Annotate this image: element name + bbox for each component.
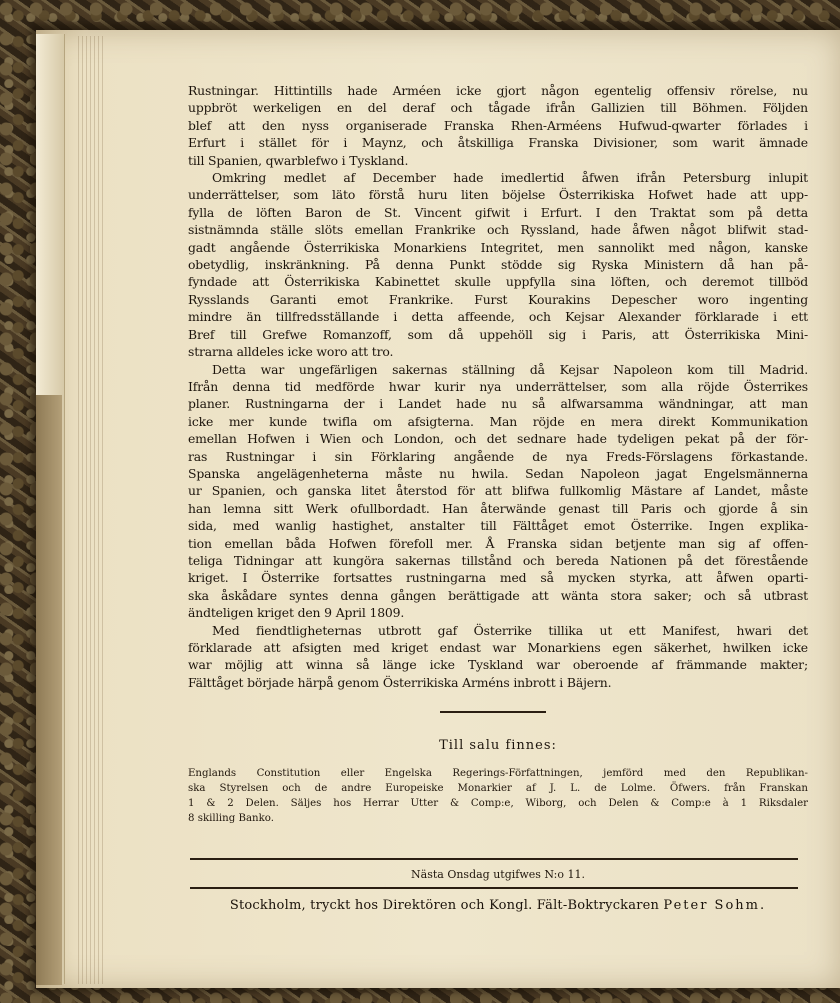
text-line: strarna alldeles icke woro att tro. (188, 344, 394, 360)
advertisement-heading: Till salu finnes: (439, 738, 557, 753)
text-line: Detta war ungefärligen sakernas ställning då Kejsar Napoleon kom till Madrid. (212, 361, 808, 377)
article-body (188, 82, 808, 691)
text-line: blef att den nyss organiserade Franska Rhen-Arméens Hufwud-qwarter förlades i (188, 117, 808, 133)
text-line: icke mer kunde twifla om afsigterna. Man röjde en mera direkt Kommunikation (188, 413, 808, 429)
notice-rule-top (190, 858, 798, 860)
text-line: mindre än tillfredsställande i detta affeende, och Kejsar Alexander förklarade i ett (188, 309, 808, 325)
paragraph (188, 169, 808, 360)
text-line: tion emellan båda Hofwen förefoll mer. Å Franska sidan betjente man sig af offen- (188, 535, 808, 551)
section-divider (440, 711, 546, 713)
text-line: fyndade att Österrikiska Kabinettet skulle uppfylla sina löften, och deremot tillböd (188, 274, 808, 290)
printer-name: Peter Sohm. (663, 898, 767, 913)
gutter-shadow (36, 395, 62, 985)
text-line: planer. Rustningarna der i Landet hade nu så alfwarsamma wändningar, att man (188, 396, 808, 412)
text-line: ur Spanien, och ganska litet återstod för att blifwa fullkomlig Mästare af Landet, måste (188, 483, 808, 499)
text-line: Spanska angelägenheterna måste nu hwila. Sedan Napoleon jagat Engelsmännerna (188, 465, 808, 481)
text-line: Ifrån denna tid medförde hwar kurir nya underrättelser, som alla röjde Österrikes (188, 378, 808, 394)
advertisement-line: Englands Constitution eller Engelska Regerings-Författningen, jemförd med den Republikan- (188, 768, 808, 779)
text-line: sistnämnda ställe slöts emellan Frankrike och Ryssland, hade åfwen något blifwit stad- (188, 222, 808, 238)
text-line: Rysslands Garanti emot Frankrike. Furst Kourakins Depescher woro ingenting (188, 291, 808, 307)
spine-stitching (78, 36, 106, 984)
paragraph (188, 622, 808, 692)
text-line: sida, med wanlig hastighet, anstalter till Fälttåget emot Österrike. Ingen explika- (188, 518, 808, 534)
text-line: teliga Tidningar att kungöra sakernas tillstånd och bereda Nationen på det förestående (188, 552, 808, 568)
text-line: fylla de löften Baron de St. Vincent gifwit i Erfurt. I den Traktat som på detta (188, 204, 808, 220)
paragraph (188, 361, 808, 622)
advertisement-line: ska Styrelsen och de andre Europeiske Monarkier af J. L. de Lolme. Öfwers. från Franskan (188, 783, 808, 794)
text-line: Omkring medlet af December hade imedlertid åfwen ifrån Petersburg inlupit (212, 170, 808, 186)
paragraph (188, 82, 808, 169)
text-line: till Spanien, qwarblefwo i Tyskland. (188, 152, 409, 168)
text-line: ska åskådare syntes denna gången berättigade att wänta stora saker; och så utbrast (188, 587, 808, 603)
printer-imprint (188, 898, 808, 913)
advertisement-line: 8 skilling Banko. (188, 813, 274, 824)
advertisement-body (188, 766, 808, 826)
text-line: Fälttåget började härpå genom Österrikiska Arméns inbrott i Bäjern. (188, 674, 612, 690)
text-line: emellan Hofwen i Wien och London, och det sednare hade tydeligen pekat på der för- (188, 431, 808, 447)
next-issue-notice: Nästa Onsdag utgifwes N:o 11. (411, 868, 585, 881)
text-line: kriget. I Österrike fortsattes rustningarna med så mycken styrka, att åfwen oparti- (188, 570, 808, 586)
text-line: ras Rustningar i sin Förklaring angående de nya Freds-Förslagens förkastande. (188, 448, 808, 464)
text-line: war möjlig att winna så länge icke Tyskland war oberoende af främmande makter; (188, 657, 808, 673)
text-line: han lemna sitt Werk ofullbordadt. Han återwände genast till Paris och gjorde å sin (188, 500, 808, 516)
text-line: Med fiendtligheternas utbrott gaf Österrike tillika ut ett Manifest, hwari det (212, 622, 808, 638)
text-line: obetydlig, inskränkning. På denna Punkt stödde sig Ryska Ministern då han på- (188, 257, 808, 273)
notice-rule-bottom (190, 887, 798, 889)
advertisement-line: 1 & 2 Delen. Säljes hos Herrar Utter & Comp:e, Wiborg, och Delen & Comp:e à 1 Riksdaler (188, 798, 808, 809)
text-line: förklarade att afsigten med kriget endast war Monarkiens egen säkerhet, hwilken icke (188, 640, 808, 655)
text-line: Rustningar. Hittintills hade Arméen icke gjort någon egentelig offensiv rörelse, nu (188, 83, 808, 98)
text-line: underrättelser, som läto förstå huru liten böjelse Österrikiska Hofwet hade att upp- (188, 187, 808, 203)
text-line: gadt angående Österrikiska Monarkiens Integritet, men sannolikt med någon, kanske (188, 239, 808, 255)
text-line: Bref till Grefwe Romanzoff, som då uppehöll sig i Paris, att Österrikiska Mini- (188, 326, 808, 342)
text-line: uppbröt werkeligen en del deraf och tågade ifrån Gallizien till Böhmen. Följden (188, 100, 808, 116)
imprint-text: Stockholm, tryckt hos Direktören och Kongl. Fält-Boktryckaren (229, 898, 660, 913)
text-line: Erfurt i stället för i Maynz, och åtskilliga Franska Divisioner, som warit ämnade (188, 135, 808, 151)
text-line: ändteligen kriget den 9 April 1809. (188, 605, 405, 621)
